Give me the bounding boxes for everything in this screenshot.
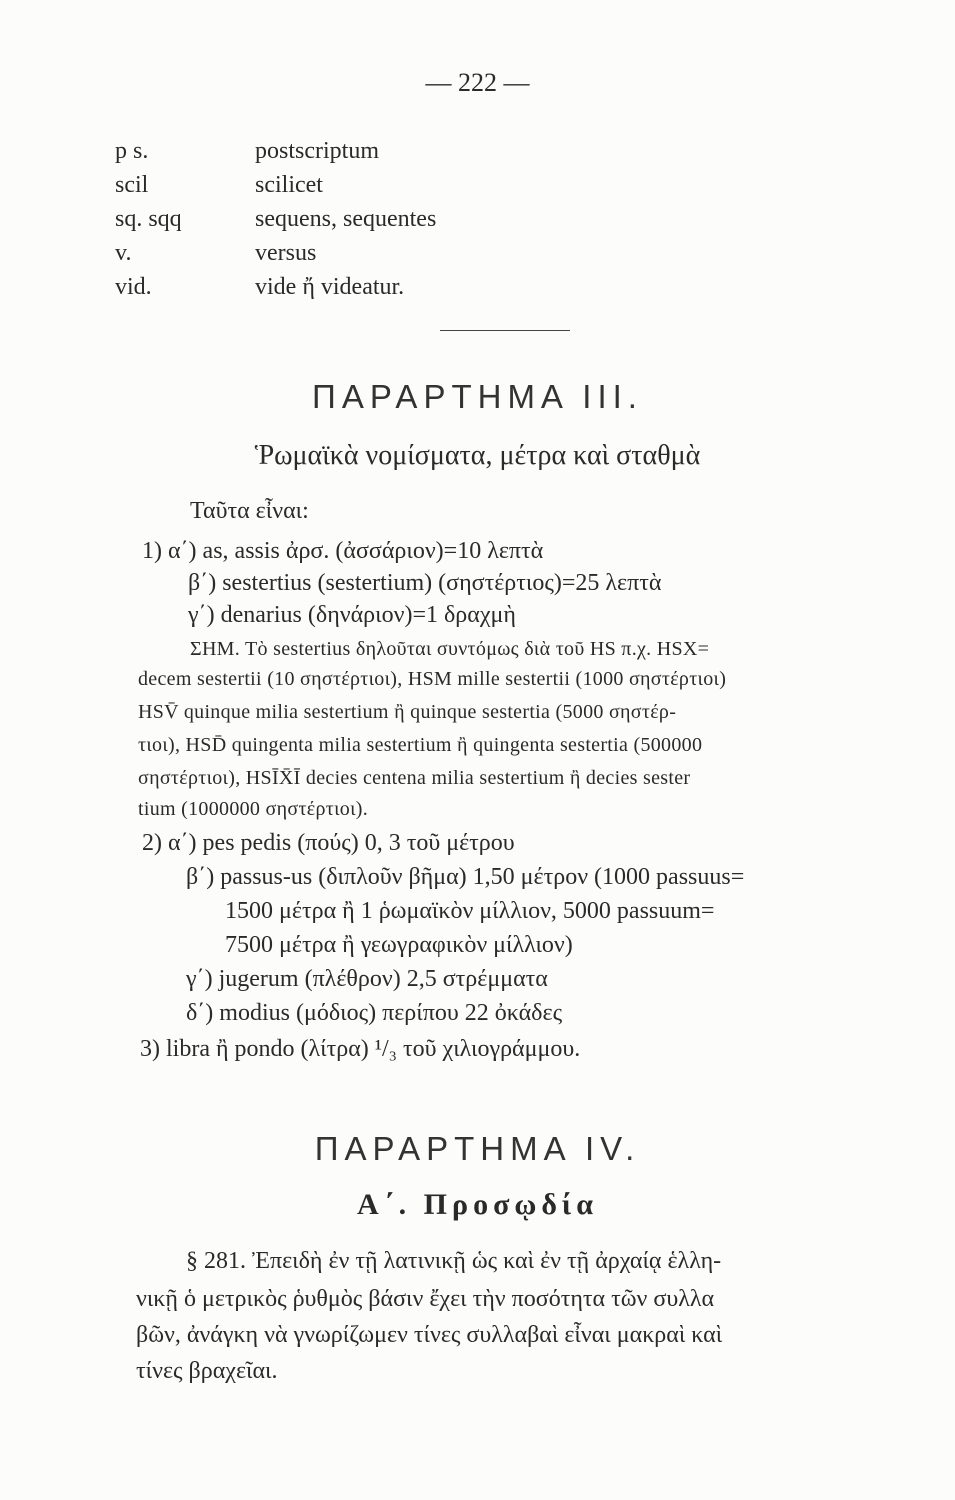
- intro-line: Ταῦτα εἶναι:: [190, 498, 309, 524]
- paragraph-line: § 281. Ἐπειδὴ ἐν τῇ λατινικῇ ὡς καὶ ἐν τῇ ἀρχαίᾳ ἑλλη-: [186, 1248, 722, 1274]
- appendix-3-heading: ΠΑΡΑΡΤΗΜΑ III.: [312, 378, 643, 415]
- abbreviation-row: [115, 136, 379, 166]
- abbreviation-row: [115, 272, 404, 302]
- note-line: decem sestertii (10 σηστέρτιοι), HSM mille sestertii (1000 σηστέρτιοι): [138, 668, 727, 690]
- text-line: 7500 μέτρα ἢ γεωγραφικὸν μίλλιον): [225, 932, 573, 958]
- note-line: τιοι), HSD̄ quingenta milia sestertium ἢ quingenta sestertia (500000: [138, 734, 703, 756]
- abbreviation-meaning: vide ἤ videatur.: [255, 274, 405, 300]
- abbreviation-row: [115, 238, 316, 268]
- abbreviation: p s.: [115, 138, 149, 164]
- abbreviation-meaning: versus: [255, 240, 317, 266]
- paragraph-line: βῶν, ἀνάγκη νὰ γνωρίζωμεν τίνες συλλαβαὶ εἶναι μακραὶ καὶ: [136, 1322, 723, 1348]
- text-line: γ΄) jugerum (πλέθρον) 2,5 στρέμματα: [186, 966, 548, 992]
- abbreviation-row: [115, 170, 323, 200]
- abbreviation: v.: [115, 240, 132, 266]
- text-line: δ΄) modius (μόδιος) περίπου 22 ὀκάδες: [186, 1000, 563, 1026]
- text-line: 2) α΄) pes pedis (πούς) 0, 3 τοῦ μέτρου: [142, 830, 515, 856]
- text-line: β΄) passus-us (διπλοῦν βῆμα) 1,50 μέτρον (1000 passuus=: [186, 864, 745, 890]
- note-line: HSV̄ quinque milia sestertium ἢ quinque sestertia (5000 σηστέρ-: [138, 701, 677, 723]
- appendix-3-subtitle: Ῥωμαϊκὰ νομίσματα, μέτρα καὶ σταθμὰ: [254, 440, 701, 471]
- paragraph-line: τίνες βραχεῖαι.: [136, 1358, 278, 1384]
- text-line: 1500 μέτρα ἢ 1 ῥωμαϊκὸν μίλλιον, 5000 passuum=: [225, 898, 715, 924]
- page-number: — 222 —: [425, 68, 530, 97]
- note-line: tium (1000000 σηστέρτιοι).: [138, 798, 369, 820]
- divider-rule: [440, 330, 570, 331]
- abbreviation: sq. sqq: [115, 206, 182, 232]
- text-line: γ΄) denarius (δηνάριον)=1 δραχμὴ: [188, 602, 516, 628]
- abbreviation: vid.: [115, 274, 152, 300]
- appendix-4-heading: ΠΑΡΑΡΤΗΜΑ IV.: [314, 1130, 641, 1167]
- text-line: 3) libra ἢ pondo (λίτρα) ¹/₃ τοῦ χιλιογράμμου.: [140, 1036, 581, 1062]
- text-line: β΄) sestertius (sestertium) (σηστέρτιος)=25 λεπτὰ: [188, 570, 662, 596]
- abbreviation-meaning: scilicet: [255, 172, 323, 198]
- abbreviation-meaning: postscriptum: [255, 138, 379, 164]
- section-title: Α΄. Προσῳδία: [357, 1188, 598, 1221]
- note-line: σηστέρτιοι), HSĪX̄Ī decies centena milia sestertium ἢ decies sester: [138, 767, 691, 789]
- abbreviation: scil: [115, 172, 149, 198]
- text-line: 1) α΄) as, assis ἀρσ. (ἀσσάριον)=10 λεπτὰ: [142, 538, 544, 564]
- abbreviation-row: [115, 204, 436, 234]
- note-line: ΣΗΜ. Τὸ sestertius δηλοῦται συντόμως διὰ τοῦ HS π.χ. HSX=: [190, 638, 710, 660]
- paragraph-line: νικῇ ὁ μετρικὸς ῥυθμὸς βάσιν ἔχει τὴν ποσότητα τῶν συλλα: [136, 1286, 715, 1312]
- abbreviation-meaning: sequens, sequentes: [255, 206, 437, 232]
